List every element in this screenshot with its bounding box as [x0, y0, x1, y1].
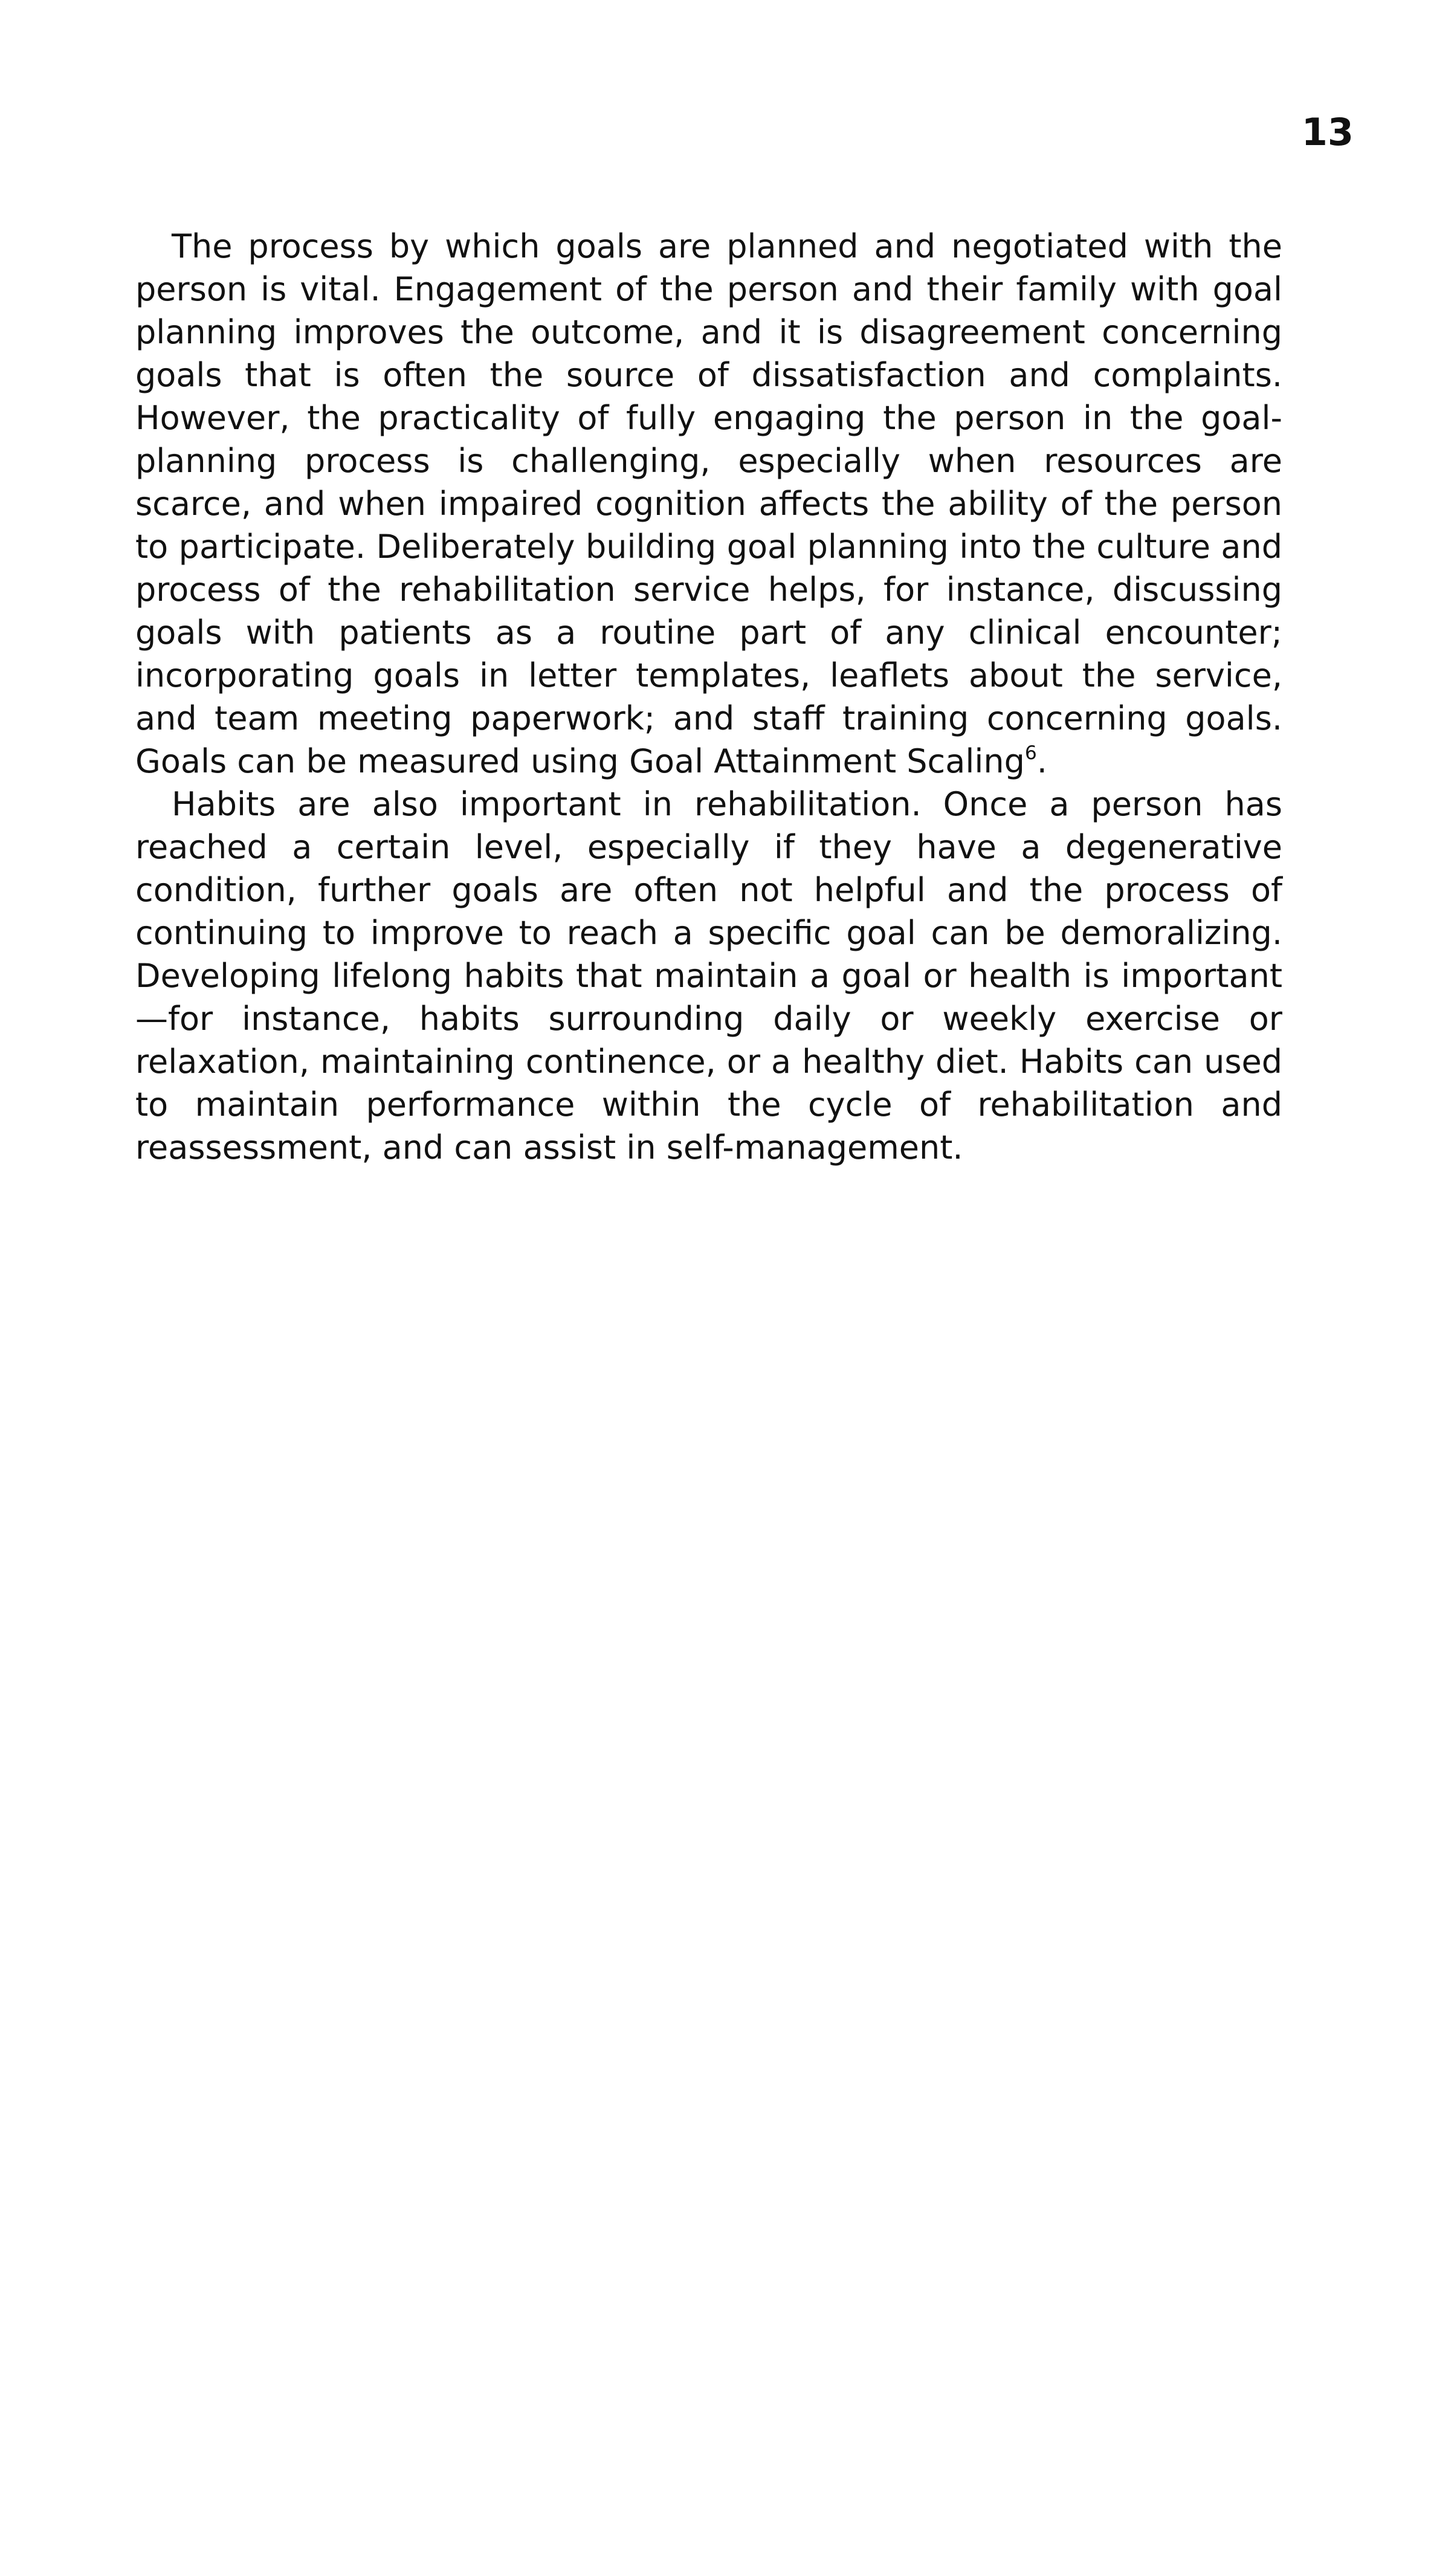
paragraph-habits	[135, 783, 1282, 1169]
body-text	[135, 225, 1282, 1169]
paragraph-text: Habits are also important in rehabilitation. Once a person has reached a certain level, especially if they have a degenerative condition, further goals are often not helpful and the process of continuing to improve to reach a specific goal can be demoralizing. Developing lifelong habits that maintain a goal or health is important—for instance, habits surrounding daily or weekly exercise or relaxation, maintaining continence, or a healthy diet. Habits can used to maintain performance within the cycle of rehabilitation and reassessment, and can assist in self-management.	[135, 785, 1282, 1167]
paragraph-goal-planning	[135, 225, 1282, 783]
page-number: 13	[1301, 110, 1354, 154]
paragraph-tail: .	[1036, 742, 1047, 780]
reference-superscript[interactable]: 6	[1024, 742, 1037, 765]
paragraph-text: The process by which goals are planned and negotiated with the person is vital. Engagement of the person and their family with goal planning improves the outcome, and it is disagreement concerning goals that is often the source of dissatisfaction and complaints. However, the practicality of fully engaging the person in the goal-planning process is challenging, especially when resources are scarce, and when impaired cognition affects the ability of the person to participate. Deliberately building goal planning into the culture and process of the rehabilitation service helps, for instance, discussing goals with patients as a routine part of any clinical encounter; incorporating goals in letter templates, leaflets about the service, and team meeting paperwork; and staff training concerning goals. Goals can be measured using Goal Attainment Scaling	[135, 227, 1282, 780]
